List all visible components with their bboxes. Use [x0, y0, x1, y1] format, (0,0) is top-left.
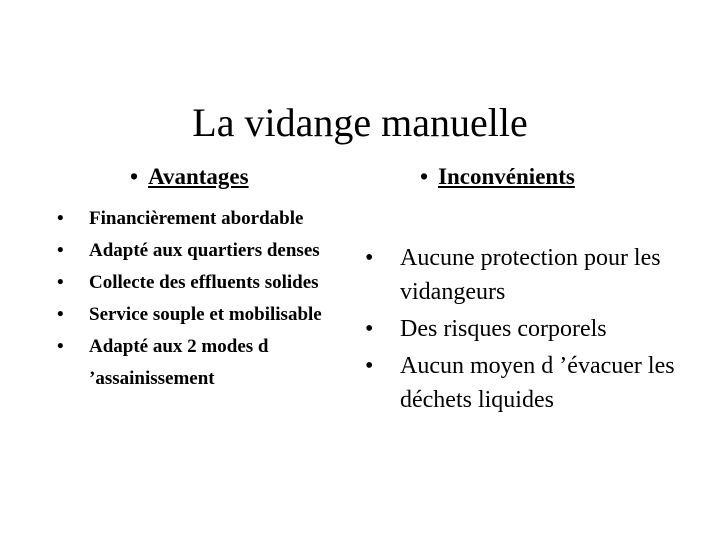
list-item	[57, 331, 327, 395]
bullet-icon: •	[57, 208, 64, 229]
list-item-text: Financièrement abordable	[89, 208, 304, 229]
bullet-icon: •	[57, 304, 64, 325]
bullet-icon: •	[365, 316, 374, 342]
inconvenients-list	[365, 241, 685, 420]
avantages-heading-label: Avantages	[148, 164, 249, 189]
list-item-text: Aucune protection pour les vidangeurs	[400, 245, 661, 305]
list-item	[57, 235, 327, 267]
bullet-icon: •	[57, 272, 64, 293]
bullet-icon: •	[365, 353, 374, 379]
list-item	[365, 241, 685, 309]
list-item	[365, 312, 685, 346]
inconvenients-heading-label: Inconvénients	[438, 164, 575, 189]
avantages-heading	[130, 162, 249, 192]
bullet-icon: •	[57, 336, 64, 357]
list-item	[57, 203, 327, 235]
list-item-text: Adapté aux 2 modes d ’assainissement	[89, 336, 269, 389]
avantages-list	[57, 203, 327, 395]
list-item-text: Service souple et mobilisable	[89, 304, 322, 325]
list-item	[57, 267, 327, 299]
list-item	[365, 349, 685, 417]
list-item	[57, 299, 327, 331]
bullet-icon: •	[130, 164, 139, 189]
list-item-text: Collecte des effluents solides	[89, 272, 319, 293]
bullet-icon: •	[365, 245, 374, 271]
list-item-text: Aucun moyen d ’évacuer les déchets liquides	[400, 353, 675, 413]
bullet-icon: •	[57, 240, 64, 261]
list-item-text: Des risques corporels	[400, 316, 607, 342]
slide-title: La vidange manuelle	[192, 99, 528, 145]
bullet-icon: •	[420, 164, 429, 189]
list-item-text: Adapté aux quartiers denses	[89, 240, 320, 261]
inconvenients-heading	[420, 162, 575, 192]
